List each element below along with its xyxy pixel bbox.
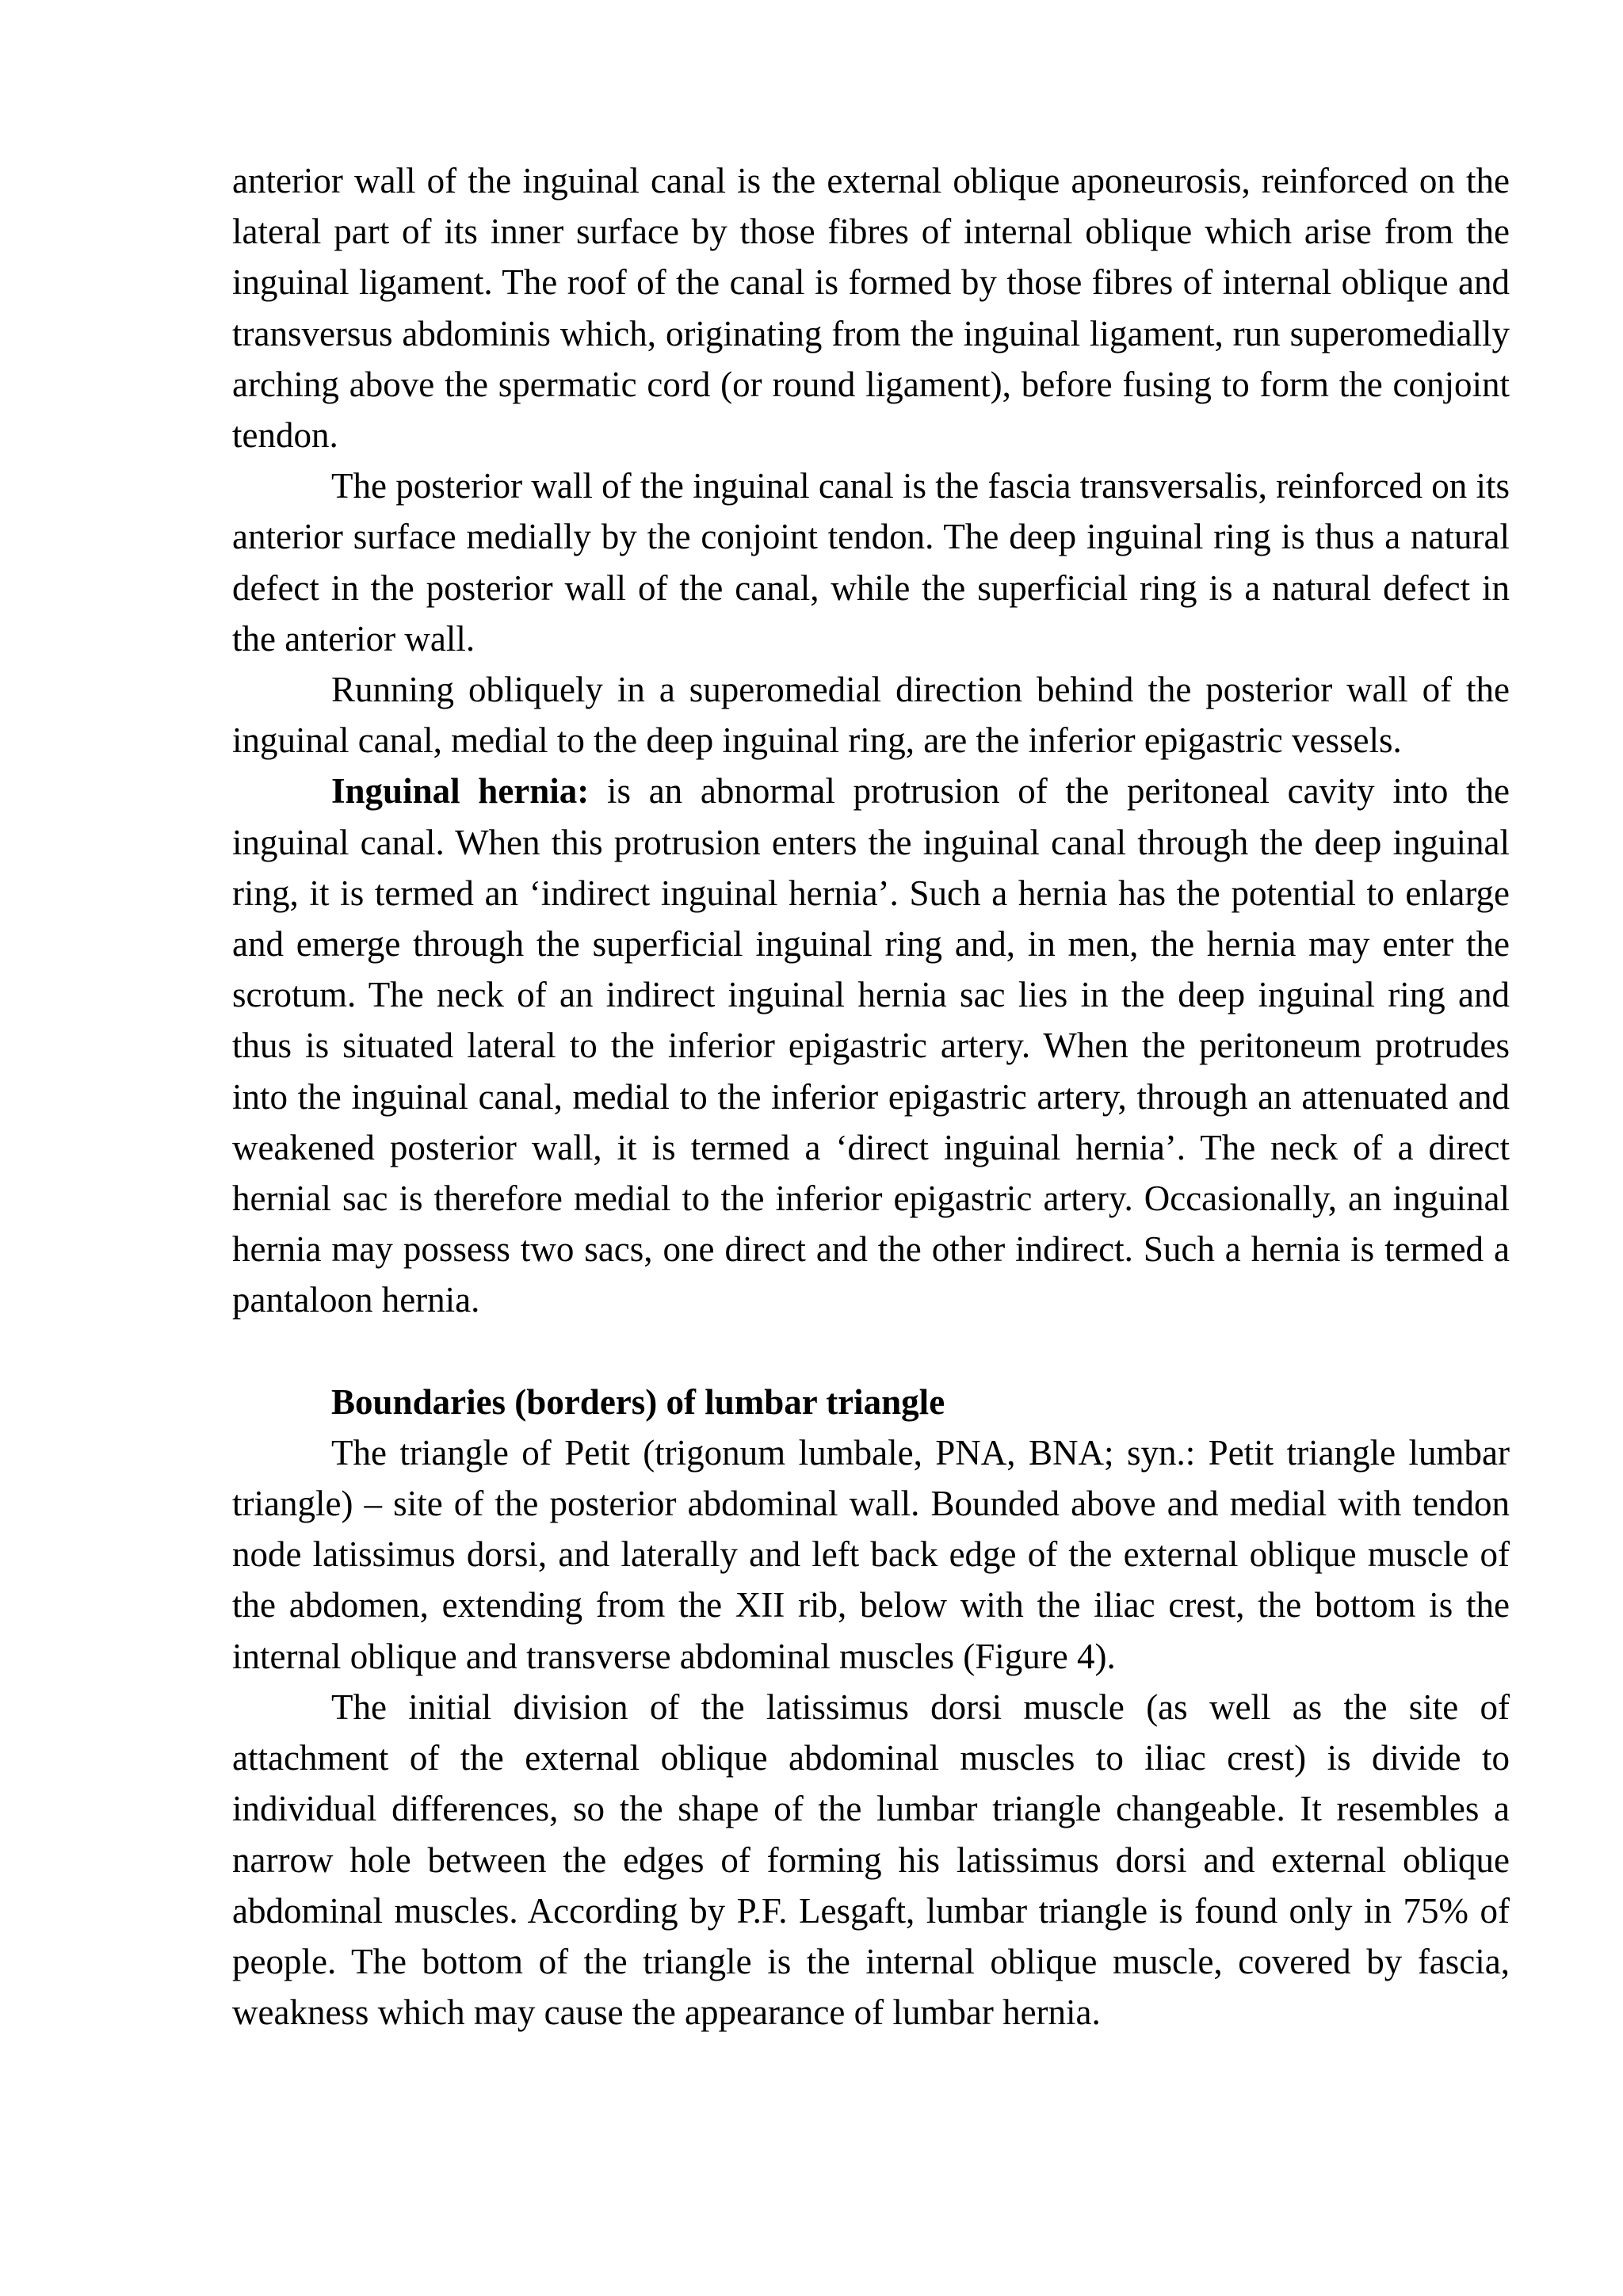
paragraph-lumbar-triangle-variation: The initial division of the latissimus dorsi muscle (as well as the site of attachment of the external oblique abdominal muscles to iliac crest) is divide to individual differences, so the shape of the lumbar triangle changeable. It resembles a narrow hole between the edges of forming his latissimus dorsi and external oblique abdominal muscles. According by P.F. Lesgaft, lumbar triangle is found only in 75% of people. The bottom of the triangle is the internal oblique muscle, covered by fascia, weakness which may cause the appearance of lumbar hernia. xyxy=(232,1687,1510,2033)
inguinal-hernia-term: Inguinal hernia: xyxy=(331,771,590,812)
paragraph-inguinal-hernia xyxy=(232,766,1510,1325)
inguinal-hernia-definition: is an abnormal protrusion of the peritoneal cavity into the inguinal canal. When this protrusion enters the inguinal canal through the deep inguinal ring, it is termed an ‘indirect inguinal hernia’. Such a hernia has the potential to enlarge and emerge through the superficial inguinal ring and, in men, the hernia may enter the scrotum. The neck of an indirect inguinal hernia sac lies in the deep inguinal ring and thus is situated lateral to the inferior epigastric artery. When the peritoneum protrudes into the inguinal canal, medial to the inferior epigastric artery, through an attenuated and weakened posterior wall, it is termed a ‘direct inguinal hernia’. The neck of a direct hernial sac is therefore medial to the inferior epigastric artery. Occasionally, an inguinal hernia may possess two sacs, one direct and the other indirect. Such a hernia is termed a pantaloon hernia. xyxy=(232,771,1510,1320)
paragraph-inferior-epigastric-vessels: Running obliquely in a superomedial direction behind the posterior wall of the inguinal canal, medial to the deep inguinal ring, are the inferior epigastric vessels. xyxy=(232,670,1510,761)
section-heading-lumbar-triangle: Boundaries (borders) of lumbar triangle xyxy=(331,1381,945,1422)
paragraph-inguinal-canal-anterior-wall: anterior wall of the inguinal canal is the external oblique aponeurosis, reinforced on the lateral part of its inner surface by those fibres of internal oblique which arise from the inguinal ligament. The roof of the canal is formed by those fibres of internal oblique and transversus abdominis which, originating from the inguinal ligament, run superomedially arching above the spermatic cord (or round ligament), before fusing to form the conjoint tendon. xyxy=(232,161,1510,456)
paragraph-triangle-of-petit: The triangle of Petit (trigonum lumbale, PNA, BNA; syn.: Petit triangle lumbar triangle) – site of the posterior abdominal wall. Bounded above and medial with tendon node latissimus dorsi, and laterally and left back edge of the external oblique muscle of the abdomen, extending from the XII rib, below with the iliac crest, the bottom is the internal oblique and transverse abdominal muscles (Figure 4). xyxy=(232,1432,1510,1676)
document-page xyxy=(232,155,1510,2038)
paragraph-inguinal-canal-posterior-wall: The posterior wall of the inguinal canal is the fascia transversalis, reinforced on its anterior surface medially by the conjoint tendon. The deep inguinal ring is thus a natural defect in the posterior wall of the canal, while the superficial ring is a natural defect in the anterior wall. xyxy=(232,466,1510,659)
